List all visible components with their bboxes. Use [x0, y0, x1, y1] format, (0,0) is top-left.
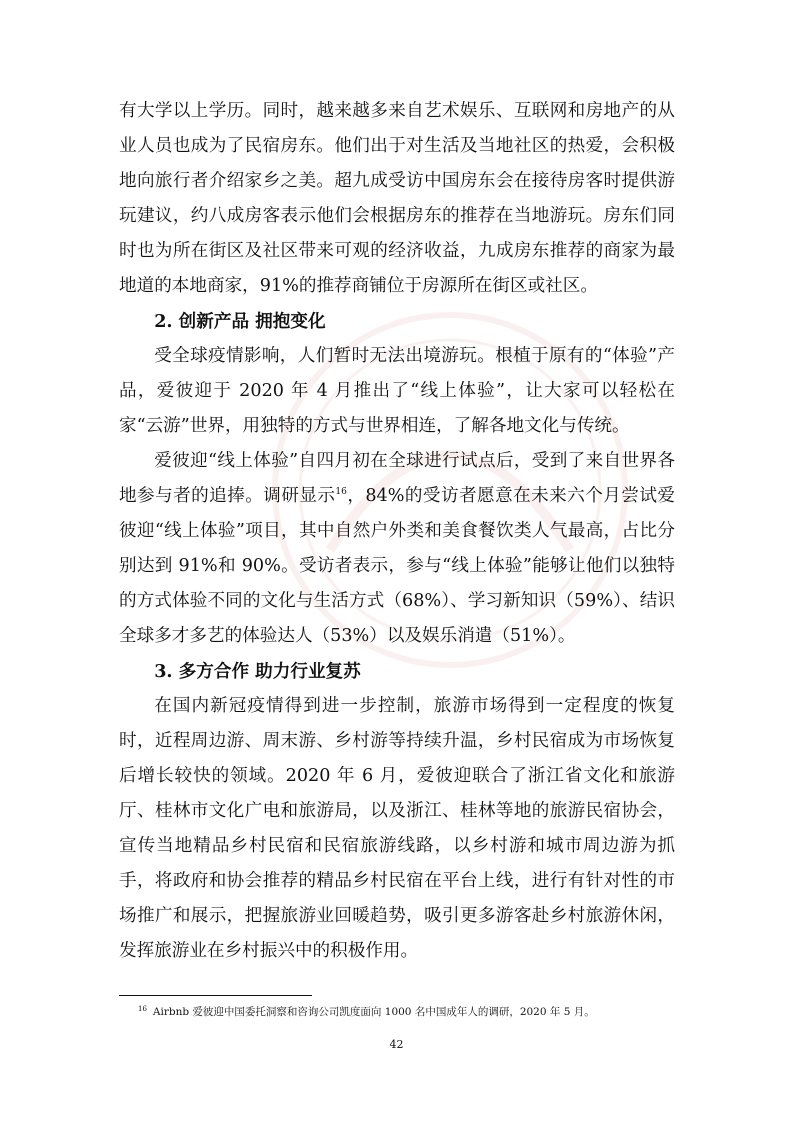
- footnote-mark: 16: [138, 1004, 147, 1013]
- page-number: 42: [389, 1038, 404, 1051]
- section3-paragraph-1: 在国内新冠疫情得到进一步控制，旅游市场得到一定程度的恢复时，近程周边游、周末游、乡村游等持续升温，乡村民宿成为市场恢复后增长较快的领域。2020 年 6 月，爱彼迎联合了浙江省文化和旅游厅、桂林市文化广电和旅游局，以及浙江、桂林等地的旅游民宿协会，宣传当地精品乡村民宿和民宿旅游线路，以乡村游和城市周边游为抓手，将政府和协会推荐的精品乡村民宿在平台上线，进行有针对性的市场推广和展示，把握旅游业回暖趋势，吸引更多游客赴乡村旅游休闲，发挥旅游业在乡村振兴中的积极作用。: [119, 696, 675, 961]
- section2-paragraph-2-before: 爱彼迎“线上体验”自四月初在全球进行试点后，受到了来自世界各地参与者的追捧。调研显示: [119, 451, 675, 506]
- footnote-divider: [119, 995, 312, 996]
- section2-paragraph-2-after: ，84%的受访者愿意在未来六个月尝试爱彼迎“线上体验”项目，其中自然户外类和美食餐饮类人气最高，占比分别达到 91%和 90%。受访者表示，参与“线上体验”能够让他们以独特的方式体验不同的文化与生活方式（68%）、学习新知识（59%）、结识全球多才多艺的体验达人（53%）以及娱乐消遣（51%）。: [119, 486, 675, 646]
- section-heading-2-text: 2. 创新产品 拥抱变化: [154, 311, 326, 332]
- paragraph-continued: 有大学以上学历。同时，越来越多来自艺术娱乐、互联网和房地产的从业人员也成为了民宿房东。他们出于对生活及当地社区的热爱，会积极地向旅行者介绍家乡之美。超九成受访中国房东会在接待房客时提供游玩建议，约八成房客表示他们会根据房东的推荐在当地游玩。房东们同时也为所在街区及社区带来可观的经济收益，九成房东推荐的商家为最地道的本地商家，91%的推荐商铺位于房源所在街区或社区。: [119, 101, 675, 296]
- footnote: [138, 1004, 678, 1020]
- body-text: [119, 94, 675, 969]
- footnote-text: Airbnb 爱彼迎中国委托洞察和咨询公司凯度面向 1000 名中国成年人的调研，2020 年 5 月。: [152, 1006, 595, 1018]
- section-heading-3-text: 3. 多方合作 助力行业复苏: [154, 661, 361, 682]
- section2-paragraph-2: [119, 444, 675, 654]
- section2-paragraph-1: 受全球疫情影响，人们暂时无法出境游玩。根植于原有的“体验”产品，爱彼迎于 2020 年 4 月推出了“线上体验”，让大家可以轻松在家“云游”世界，用独特的方式与世界相连，了解各地文化与传统。: [119, 346, 675, 436]
- section-heading-3: [119, 654, 675, 689]
- footnote-reference[interactable]: 16: [335, 487, 347, 498]
- section-heading-2: [119, 304, 675, 339]
